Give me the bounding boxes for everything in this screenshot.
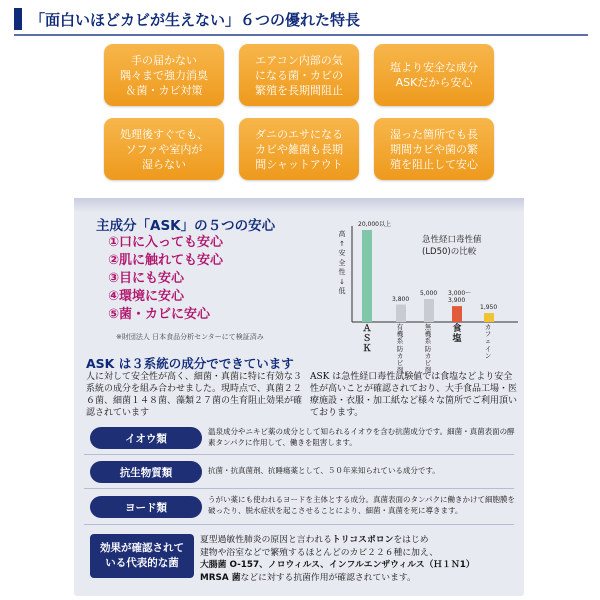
effect-line-1 — [200, 534, 520, 547]
chart-y-axis-char: 性 — [338, 268, 346, 276]
feature-text: 湿った箇所でも長 期間カビや菌の繁 殖を阻止して安心 — [390, 127, 478, 171]
chart-value-label: 1,950 — [480, 304, 498, 312]
feature-tile — [374, 118, 494, 180]
chart-category-label: 有機系防カビ剤 — [396, 323, 404, 375]
main-panel — [74, 198, 524, 596]
benefit-item: ④環境に安心 — [108, 289, 185, 304]
chart-value-label: 5,000 — [420, 290, 438, 297]
feature-tile — [374, 44, 494, 106]
feature-tile — [239, 118, 359, 180]
chart-bar — [484, 313, 494, 322]
effect-line-3 — [200, 559, 520, 572]
ask-safety-text: ASK は急性経口毒性試験値では食塩などより安全性が高いことが確認されており、大手食品工場・医療施設・衣服・加工紙など様々な箇所でご利用頂いております。 — [310, 372, 518, 418]
toxicity-chart — [336, 214, 520, 375]
chart-value-label: 3,000〜 3,900 — [448, 290, 472, 304]
chart-category-label: 食塩 — [452, 324, 462, 344]
chart-y-axis-char: 高 — [338, 230, 346, 238]
header-accent-bar — [14, 8, 22, 30]
chart-bar — [424, 299, 434, 322]
effect-label-box — [90, 534, 194, 578]
effect-line-2: 建物や浴室などで繁殖するほとんどのカビ２２６種に加え、 — [200, 547, 439, 558]
chart-y-axis-char: ↑ — [339, 239, 345, 248]
chart-y-axis-char: ↓ — [339, 277, 345, 286]
chart-y-axis-label — [336, 230, 348, 297]
chart-bar — [452, 306, 462, 322]
feature-tile — [104, 44, 224, 106]
feature-text: ダニのエサになる カビや雑菌も長期 間シャットアウト — [255, 127, 343, 171]
chart-bar — [362, 230, 372, 322]
ask-title: ASK は３系統の成分でできています — [86, 356, 294, 371]
chart-y-axis-char: 安 — [338, 249, 346, 257]
chart-y-axis-char: 全 — [338, 258, 346, 267]
component-label-sulfur: イオウ類 — [90, 427, 202, 449]
section-header — [14, 8, 588, 36]
feature-text: 塩より安全な成分 ASKだから安心 — [390, 61, 478, 89]
effect-highlight: トリコスポロン — [331, 535, 394, 545]
component-desc-antibiotic: 抗菌・抗真菌剤、抗睡瘍薬として、５０年来知られている成分です。 — [208, 466, 440, 475]
component-label-iodine: ヨード類 — [90, 496, 202, 518]
component-desc-iodine: うがい薬にも使われるヨードを主体とする成分。真菌表面のタンパクに働きかけて細胞膜を破ったり、脱水症状を起こさせることにより、細菌・真菌を死に導きます。 — [208, 495, 515, 515]
chart-value-label: 20,000以上 — [358, 221, 391, 228]
feature-text: 手の届かない 隅々まで強力消臭 ＆菌・カビ対策 — [120, 53, 208, 97]
effect-highlight: 大腸菌 O-157、ノロウィルス、インフルエンザウィルス（Ｈ１Ｎ1） — [200, 560, 475, 570]
divider — [84, 524, 514, 525]
effect-text — [200, 534, 520, 584]
chart-category-label: 無機系防カビ剤 — [424, 323, 432, 375]
benefit-list — [108, 234, 223, 324]
effect-line-4 — [200, 572, 520, 585]
effect-highlight: MRSA 菌 — [200, 572, 241, 583]
effect-text-part: をはじめ — [393, 535, 429, 545]
chart-category-label: ＡＳＫ — [362, 324, 372, 354]
benefit-item: ③目にも安心 — [108, 271, 185, 286]
chart-bar — [396, 305, 406, 322]
divider — [84, 454, 514, 455]
panel-top-strip — [74, 198, 524, 212]
component-desc-sulfur: 温泉成分やニキビ薬の成分として知られるイオウを含む抗菌成分です。細菌・真菌表面の酵素タンパクに作用して、働きを阻害します。 — [208, 427, 515, 447]
chart-y-axis-char: 低 — [338, 287, 346, 295]
benefit-item: ②肌に触れても安心 — [108, 253, 224, 268]
component-label-antibiotic: 抗生物質類 — [90, 461, 202, 483]
chart-category-label: カフェイン — [484, 323, 492, 360]
benefit-item: ①口に入っても安心 — [108, 235, 224, 250]
ask-description: 人に対して安全性が高く、細菌・真菌に特に有効な３系統の成分を組み合わせました。現時点で、真菌２２６菌、細菌１４８菌、藻類２７菌の生育阻止効果が確認されています — [86, 372, 303, 418]
effect-text-part: などに対する抗菌作用が確認されています。 — [240, 572, 416, 583]
divider — [84, 488, 514, 489]
benefit-item: ⑤菌・カビに安心 — [108, 307, 211, 322]
verification-note: ※財団法人 日本食品分析センターにて検証済み — [116, 333, 264, 341]
feature-text: エアコン内部の気 になる菌・カビの 繁殖を長期間阻止 — [255, 53, 343, 97]
effect-text-part: 夏型過敏性肺炎の原因と言われる — [200, 535, 332, 545]
chart-value-label: 3,800 — [392, 295, 410, 303]
feature-text: 処理後すぐでも、 ソファや室内が 湿らない — [120, 127, 208, 171]
feature-tile — [104, 118, 224, 180]
effect-label: 効果が確認されて いる代表的な菌 — [100, 542, 184, 569]
page-title: 「面白いほどカビが生えない」６つの優れた特長 — [30, 11, 361, 29]
feature-grid — [104, 44, 494, 184]
chart-title: 急性経口毒性値 (LD50)の比較 — [422, 235, 482, 257]
feature-tile — [239, 44, 359, 106]
main-title: 主成分「ASK」の５つの安心 — [96, 218, 276, 234]
